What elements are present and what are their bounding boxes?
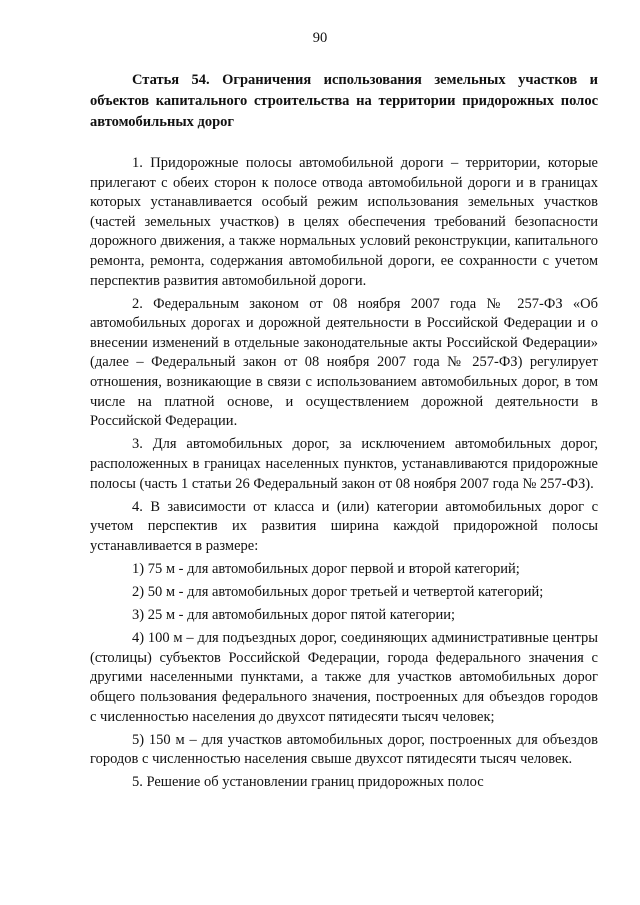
list-item-4: 4) 100 м – для подъездных дорог, соединяющих административные центры (столицы) субъектов Российской Федерации, города федерального значения с другими населенными пунктами, а также для участков автомобильных дорог общего пользования федерального значения, построенных для объездов городов с численностью населения до двухсот пятидесяти тысяч человек; bbox=[90, 630, 598, 725]
list-item-1: 1) 75 м - для автомобильных дорог первой и второй категорий; bbox=[132, 560, 520, 577]
page-number: 90 bbox=[312, 30, 328, 46]
article-heading: Статья 54. Ограничения использования земельных участков и объектов капитального строительства на территории придорожных полос автомобильных дорог bbox=[90, 72, 598, 130]
list-item-5: 5) 150 м – для участков автомобильных дорог, построенных для объездов городов с численностью населения свыше двухсот пятидесяти тысяч человек. bbox=[90, 731, 598, 768]
list-item-3: 3) 25 м - для автомобильных дорог пятой категории; bbox=[132, 607, 456, 624]
paragraph-5: 5. Решение об установлении границ придорожных полос bbox=[132, 774, 484, 791]
list-item-2: 2) 50 м - для автомобильных дорог третьей и четвертой категорий; bbox=[132, 583, 544, 600]
paragraph-4: 4. В зависимости от класса и (или) категории автомобильных дорог с учетом перспектив их развития ширина каждой придорожной полосы устанавливается в размере: bbox=[90, 498, 598, 554]
paragraph-1: 1. Придорожные полосы автомобильной дороги – территории, которые прилегают с обеих сторон к полосе отвода автомобильной дороги и в границах которых устанавливается особый режим использования земельных участков (частей земельных участков) в целях обеспечения требований безопасности дорожного движения, а также нормальных условий реконструкции, капитального ремонта, ремонта, содержания автомобильной дороги, ее сохранности с учетом перспектив развития автомобильной дороги. bbox=[90, 155, 598, 289]
paragraph-3: 3. Для автомобильных дорог, за исключением автомобильных дорог, расположенных в границах населенных пунктов, устанавливаются придорожные полосы (часть 1 статьи 26 Федеральный закон от 08 ноября 2007 года № 257-ФЗ). bbox=[90, 436, 598, 492]
paragraph-2: 2. Федеральным законом от 08 ноября 2007 года № 257-ФЗ «Об автомобильных дорогах и дорожной деятельности в Российской Федерации и о внесении изменений в отдельные законодательные акты Российской Федерации» (далее – Федеральный закон от 08 ноября 2007 года № 257-ФЗ) регулирует отношения, возникающие в связи с использованием автомобильных дорог, в том числе на платной основе, и осуществлением дорожной деятельности в Российской Федерации. bbox=[90, 295, 598, 430]
article-body bbox=[90, 154, 598, 796]
